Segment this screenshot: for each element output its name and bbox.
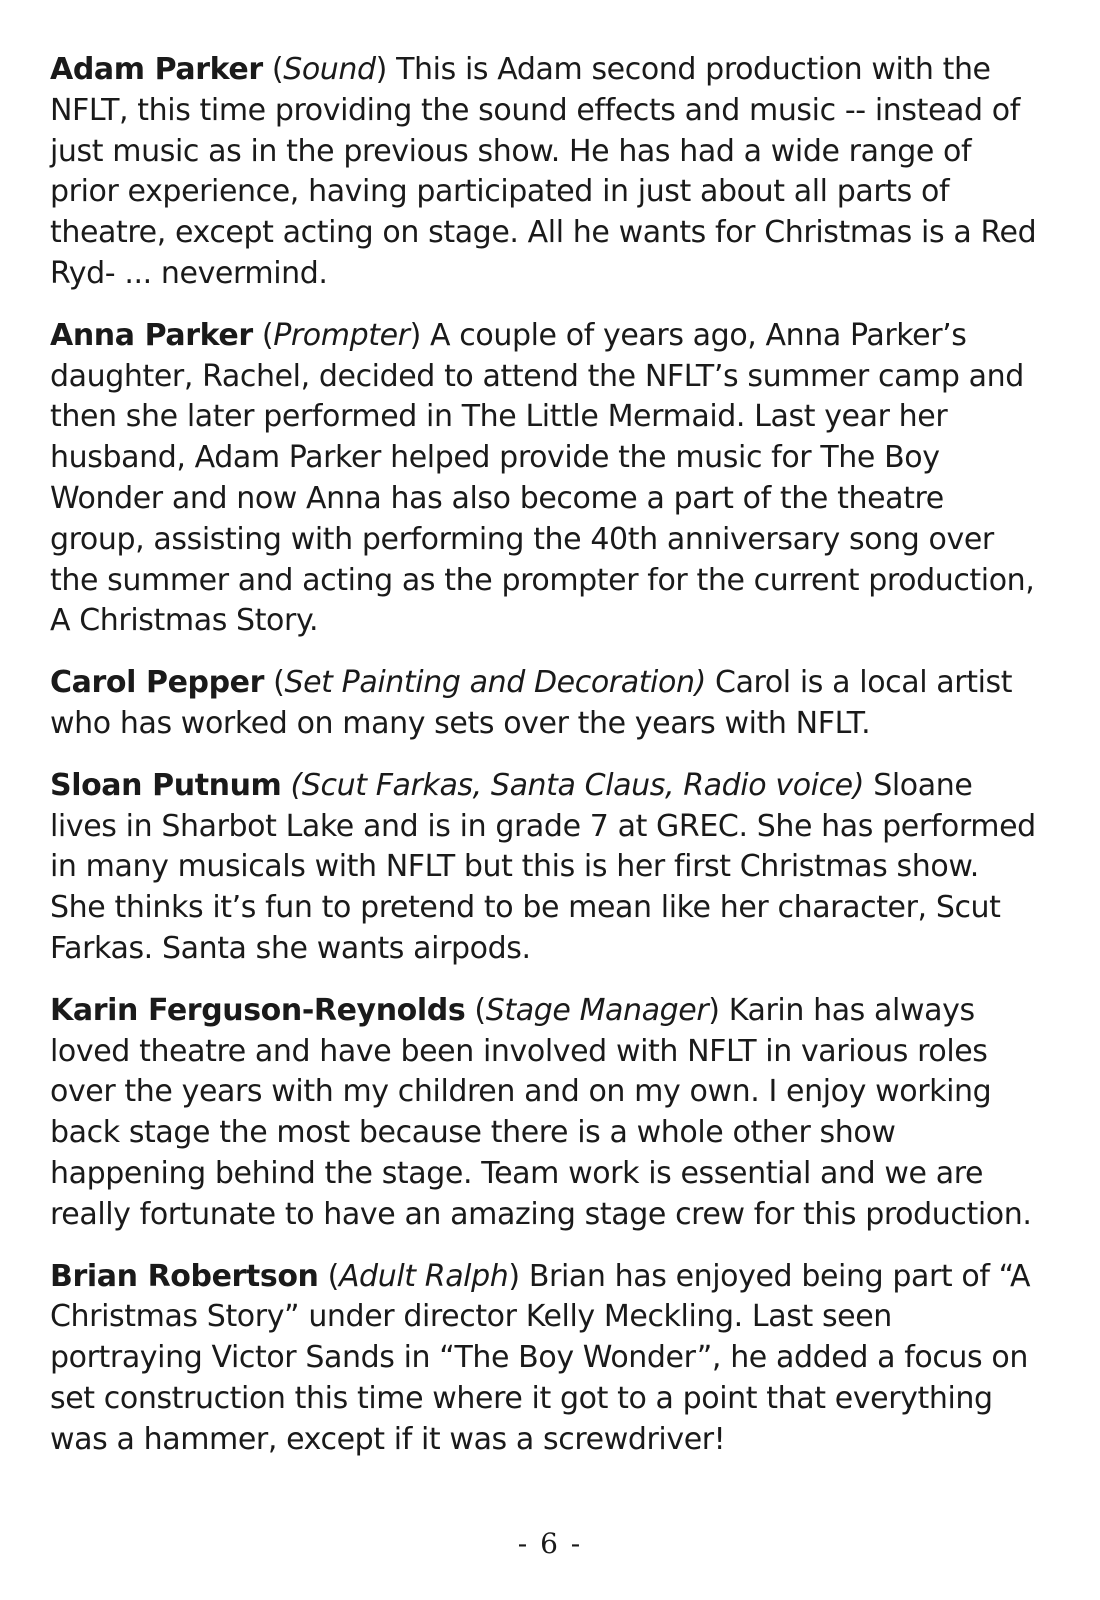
bio-adam-parker: Adam Parker (Sound) This is Adam second production with the NFLT, this time providing the sound effects and music -- instead of just music as in the previous show. He has had a wide range of prior experience, having participated in just about all parts of theatre, except acting on stage. All he wants for Christmas is a Red Ryd- ... nevermind. [50,52,1037,291]
page-number: - 6 - [517,1527,583,1560]
bio-text: Carol is a local artist who has worked on many sets over the years with NFLT. [50,665,1013,741]
bio-text: Sloane lives in Sharbot Lake and is in grade 7 at GREC. She has performed in many musicals with NFLT but this is her first Christmas show. She thinks it’s fun to pretend to be mean like her character, Scut Farkas. Santa she wants airpods. [50,767,1036,966]
bio-name: Adam Parker [50,52,263,87]
bio-name: Sloan Putnum [50,767,282,803]
bio-text: A couple of years ago, Anna Parker’s daughter, Rachel, decided to attend the NFLT’s summer camp and then she later performed in The Little Mermaid. Last year her husband, Adam Parker helped provide the music for The Boy Wonder and now Anna has also become a part of the theatre group, assisting with performing the 40th anniversary song over the summer and acting as the prompter for the current production, A Christmas Story. [50,317,1035,639]
bio-name: Brian Robertson [50,1258,319,1294]
bio-anna-parker: Anna Parker (Prompter) A couple of years ago, Anna Parker’s daughter, Rachel, decided to attend the NFLT’s summer camp and then she later performed in The Little Mermaid. Last year her husband, Adam Parker helped provide the music for The Boy Wonder and now Anna has also become a part of the theatre group, assisting with performing the 40th anniversary song over the summer and acting as the prompter for the current production, A Christmas Story. [50,317,1035,639]
bio-karin-ferguson-reynolds: Karin Ferguson-Reynolds (Stage Manager) Karin has always loved theatre and have been involved with NFLT in various roles over the years with my children and on my own. I enjoy working back stage the most because there is a whole other show happening behind the stage. Team work is essential and we are really fortunate to have an amazing stage crew for this production. [50,992,1032,1232]
bio-role: Adult Ralph [338,1258,509,1294]
program-page [50,50,1040,1482]
bio-role: Stage Manager [485,992,709,1028]
bio-role: Sound [283,52,376,87]
bio-text: Brian has enjoyed being part of “A Christmas Story” under director Kelly Meckling. Last seen portraying Victor Sands in “The Boy Wonder”, he added a focus on set construction this time where it got to a point that everything was a hammer, except if it was a screwdriver! [50,1258,1031,1457]
bio-name: Karin Ferguson-Reynolds [50,992,466,1028]
bio-brian-robertson: Brian Robertson (Adult Ralph) Brian has enjoyed being part of “A Christmas Story” under director Kelly Meckling. Last seen portraying Victor Sands in “The Boy Wonder”, he added a focus on set construction this time where it got to a point that everything was a hammer, except if it was a screwdriver! [50,1258,1031,1457]
bio-text: Karin has always loved theatre and have been involved with NFLT in various roles over the years with my children and on my own. I enjoy working back stage the most because there is a whole other show happening behind the stage. Team work is essential and we are really fortunate to have an amazing stage crew for this production. [50,992,1032,1232]
bio-text: This is Adam second production with the NFLT, this time providing the sound effects and music -- instead of just music as in the previous show. He has had a wide range of prior experience, having participated in just about all parts of theatre, except acting on stage. All he wants for Christmas is a Red Ryd- ... nevermind. [50,52,1037,291]
bio-role: Prompter [273,317,410,353]
bio-name: Carol Pepper [50,665,265,701]
bio-sloan-putnum [50,766,1040,970]
bio-role: Set Painting and Decoration) [284,665,706,701]
bio-name: Anna Parker [50,317,253,353]
bio-carol-pepper: Carol Pepper (Set Painting and Decoration) Carol is a local artist who has worked on many sets over the years with NFLT. [50,665,1013,741]
bio-role: (Scut Farkas, Santa Claus, Radio voice) [290,767,865,803]
